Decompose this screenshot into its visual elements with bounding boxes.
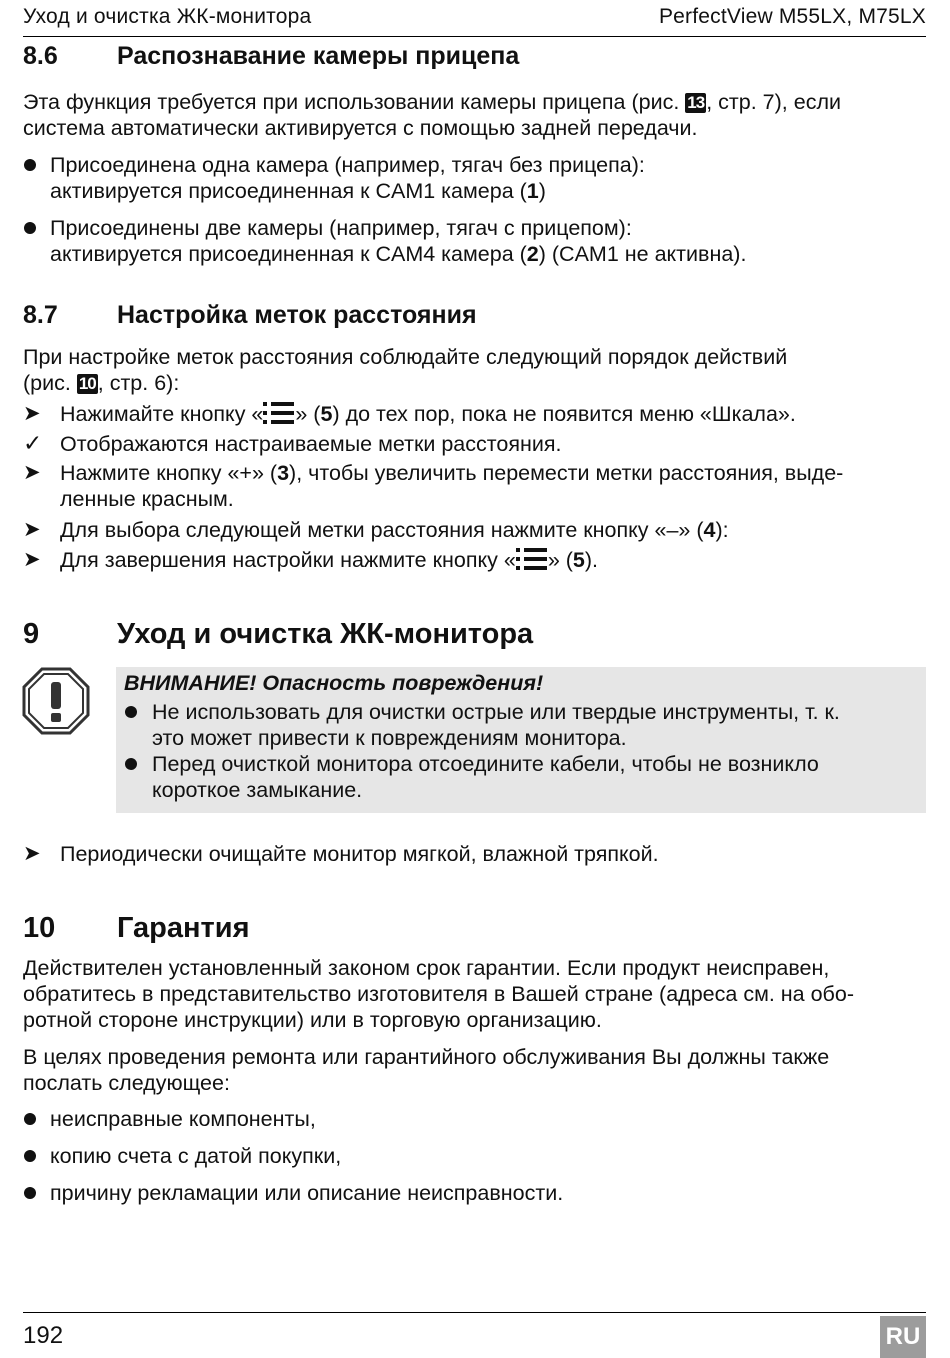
section-number: 8.6: [23, 42, 58, 70]
section-8-6-heading: [23, 42, 923, 72]
step-text: ).: [584, 548, 599, 572]
header-chapter-title: Уход и очистка ЖК-монитора: [23, 5, 312, 28]
figure-ref-badge: 13: [687, 93, 705, 112]
bullet-icon: [24, 1150, 36, 1162]
callout-number: 2: [526, 242, 539, 266]
list-item-text: активируется присоединенная к CAM4 камера (: [50, 242, 527, 266]
list-item-text: ) (CAM1 не активна).: [538, 242, 747, 266]
step-text: ):: [715, 518, 729, 542]
section-10-heading: [23, 912, 923, 946]
section-number: 8.7: [23, 301, 58, 329]
intro-text: система автоматически активируется с помощью задней передачи.: [23, 116, 698, 140]
list-item-text: копию счета с датой покупки,: [50, 1144, 342, 1168]
list-item-text: это может привести к повреждениям монитора.: [152, 726, 627, 750]
check-mark-icon: ✓: [23, 430, 43, 456]
bullet-icon: [125, 706, 137, 718]
callout-number: 5: [572, 548, 585, 572]
section-8-7-heading: [23, 301, 923, 331]
section-8-7-intro: [23, 344, 923, 396]
bullet-icon: [125, 758, 137, 770]
list-item: [23, 215, 923, 267]
bullet-icon: [24, 1187, 36, 1199]
section-title: Гарантия: [117, 912, 250, 944]
list-item-text: активируется присоединенная к CAM1 камера (: [50, 179, 527, 203]
arrow-step-icon: ➤: [23, 402, 41, 425]
footer-rule: [23, 1312, 926, 1313]
section-9-heading: [23, 618, 923, 652]
exclamation-octagon-icon: [22, 667, 90, 735]
list-item-text: Перед очисткой монитора отсоедините кабели, чтобы не возникло: [152, 752, 819, 776]
step-text: Отображаются настраиваемые метки расстояния.: [60, 432, 562, 456]
list-item-text: Присоединена одна камера (например, тягач без прицепа):: [50, 153, 645, 177]
bullet-icon: [24, 159, 36, 171]
list-item: [23, 1143, 923, 1169]
paragraph-line: В целях проведения ремонта или гарантийного обслуживания Вы должны также: [23, 1045, 830, 1069]
step-text: ), чтобы увеличить перемести метки расстояния, выде-: [289, 461, 844, 485]
warranty-paragraph: [23, 1044, 923, 1096]
arrow-step-icon: ➤: [23, 518, 41, 541]
paragraph-line: Действителен установленный законом срок гарантии. Если продукт неисправен,: [23, 956, 830, 980]
paragraph-line: обратитесь в представительство изготовителя в Вашей стране (адреса см. на обо-: [23, 982, 854, 1006]
figure-ref-badge: 10: [78, 374, 96, 393]
section-title: Уход и очистка ЖК-монитора: [117, 618, 534, 650]
step-text: » (: [295, 402, 321, 426]
callout-number: 4: [703, 518, 716, 542]
list-item-text: неисправные компоненты,: [50, 1107, 316, 1131]
warning-title: ВНИМАНИЕ! Опасность повреждения!: [124, 671, 544, 695]
arrow-step-icon: ➤: [23, 461, 41, 484]
list-item-text: Не использовать для очистки острые или твердые инструменты, т. к.: [152, 700, 840, 724]
step-text: Периодически очищайте монитор мягкой, влажной тряпкой.: [60, 842, 659, 866]
section-title: Распознавание камеры прицепа: [117, 42, 520, 70]
list-item-text: короткое замыкание.: [152, 778, 363, 802]
arrow-step-icon: ➤: [23, 548, 41, 571]
list-item: [23, 152, 923, 204]
intro-text: (рис.: [23, 371, 71, 395]
warranty-paragraph: [23, 955, 923, 1033]
warning-list-item: [124, 751, 914, 803]
instruction-step: [23, 841, 923, 867]
instruction-step: [23, 401, 923, 427]
step-text: Нажмите кнопку «+» (: [60, 461, 278, 485]
step-text: Для выбора следующей метки расстояния нажмите кнопку «–» (: [60, 518, 704, 542]
list-item: [23, 1180, 923, 1206]
paragraph-line: послать следующее:: [23, 1071, 230, 1095]
intro-text: , стр. 6):: [97, 371, 180, 395]
section-number: 9: [23, 618, 40, 650]
step-text: Для завершения настройки нажмите кнопку «: [60, 548, 516, 572]
warning-list-item: [124, 699, 914, 751]
bullet-icon: [24, 1113, 36, 1125]
header-product-name: PerfectView M55LX, M75LX: [658, 5, 926, 28]
instruction-step: [23, 460, 923, 512]
instruction-step: [23, 517, 923, 543]
instruction-step: [23, 547, 923, 573]
menu-list-icon: [263, 402, 295, 424]
list-item-text: Присоединены две камеры (например, тягач с прицепом):: [50, 216, 632, 240]
step-text: » (: [547, 548, 573, 572]
step-text: ) до тех пор, пока не появится меню «Шкала».: [332, 402, 796, 426]
header-rule: [23, 36, 926, 37]
instruction-result: [23, 431, 923, 457]
step-text: Нажимайте кнопку «: [60, 402, 264, 426]
list-item-text: причину рекламации или описание неисправности.: [50, 1181, 564, 1205]
intro-text: , стр. 7), если: [706, 90, 841, 114]
page-number: 192: [23, 1322, 64, 1349]
language-tab: RU: [880, 1316, 926, 1358]
section-number: 10: [23, 912, 56, 944]
section-title: Настройка меток расстояния: [117, 301, 477, 329]
list-item-text: ): [538, 179, 546, 203]
bullet-icon: [24, 222, 36, 234]
intro-text: Эта функция требуется при использовании камеры прицепа (рис.: [23, 90, 680, 114]
callout-number: 5: [320, 402, 333, 426]
callout-number: 3: [277, 461, 290, 485]
callout-number: 1: [526, 179, 539, 203]
paragraph-line: ротной стороне инструкции) или в торговую организацию.: [23, 1008, 602, 1032]
arrow-step-icon: ➤: [23, 842, 41, 865]
menu-list-icon: [516, 548, 548, 570]
step-text: ленные красным.: [60, 487, 234, 511]
section-8-6-intro: [23, 89, 923, 141]
list-item: [23, 1106, 923, 1132]
intro-text: При настройке меток расстояния соблюдайте следующий порядок действий: [23, 345, 788, 369]
